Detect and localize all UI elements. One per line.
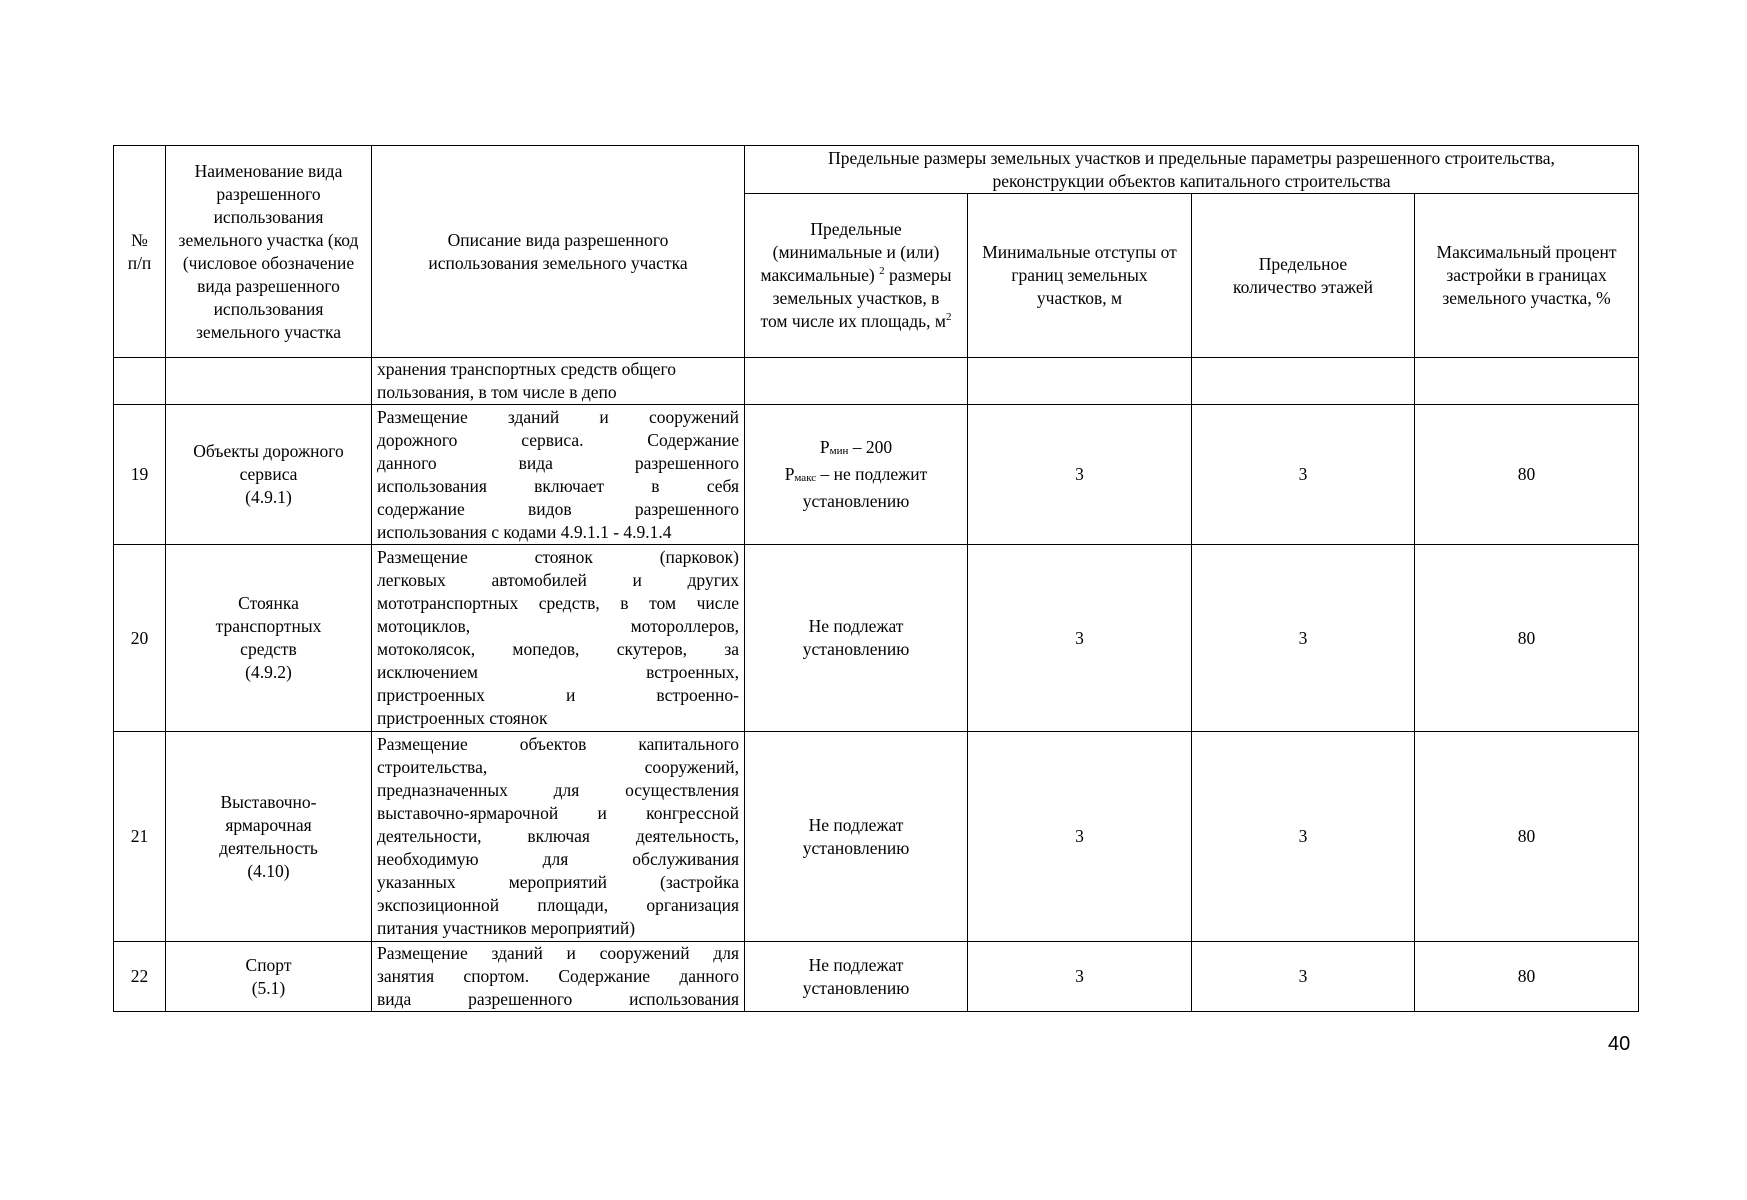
row-size <box>745 405 968 545</box>
header-name-cell: Наименование вида разрешенного использования земельного участка (код (числовое обозначение вида разрешенного использования земельного участка <box>166 146 372 358</box>
size-max: $P_{макс}$ – не подлежит установлению <box>784 464 928 511</box>
desc-line: мототранспортных средств, в том числе <box>377 593 739 613</box>
desc-line: использования с кодами 4.9.1.1 - 4.9.1.4 <box>377 521 672 542</box>
row-floors: 3 <box>1192 405 1415 545</box>
row-code: (5.1) <box>251 977 286 998</box>
row-setback: 3 <box>968 942 1192 1012</box>
desc-line: исключением встроенных, <box>377 662 739 682</box>
row-num: 20 <box>114 545 166 732</box>
desc-line: мотоколясок, мопедов, скутеров, за <box>377 639 739 659</box>
row-num: 22 <box>114 942 166 1012</box>
land-use-table <box>113 145 1639 1012</box>
desc-line: пользования, в том числе в депо <box>377 382 617 402</box>
row-coverage: 80 <box>1415 942 1639 1012</box>
header-num-cell: № п/п <box>114 146 166 358</box>
row-coverage: 80 <box>1415 405 1639 545</box>
footnote-ref: 2 <box>879 265 885 277</box>
desc-line: легковых автомобилей и других <box>377 570 739 590</box>
table-row <box>114 942 1639 1012</box>
row-description <box>372 358 745 405</box>
desc-line: указанных мероприятий (застройка <box>377 872 739 892</box>
desc-line: занятия спортом. Содержание данного <box>377 966 739 986</box>
row-floors <box>1192 358 1415 405</box>
desc-line: мотоциклов, мотороллеров, <box>377 616 739 636</box>
row-floors: 3 <box>1192 732 1415 942</box>
header-size-text-b: размеры земельных участков, в том числе их площадь, м <box>760 265 952 331</box>
row-coverage: 80 <box>1415 545 1639 732</box>
header-params-group-cell: Предельные размеры земельных участков и предельные параметры разрешенного строительства, реконструкции объектов капитального строительства <box>745 146 1639 194</box>
row-name-text: Выставочно-ярмарочная деятельность <box>219 791 318 858</box>
desc-line: строительства, сооружений, <box>377 757 739 777</box>
row-floors: 3 <box>1192 942 1415 1012</box>
header-size-text-a: Предельные (минимальные и (или) максимальные) <box>760 219 940 285</box>
desc-line: Размещение зданий и сооружений для <box>377 943 739 963</box>
desc-line: данного вида разрешенного <box>377 452 739 473</box>
table-row <box>114 405 1639 545</box>
row-name <box>166 358 372 405</box>
header-floors-cell: Предельное количество этажей <box>1192 194 1415 358</box>
desc-line: выставочно-ярмарочной и конгрессной <box>377 803 739 823</box>
desc-line: содержание видов разрешенного <box>377 498 739 519</box>
page-number: 40 <box>1608 1033 1631 1055</box>
header-desc-cell: Описание вида разрешенного использования земельного участка <box>372 146 745 358</box>
row-size: Не подлежат установлению <box>745 942 968 1012</box>
row-size <box>745 358 968 405</box>
row-name <box>166 405 372 545</box>
row-setback: 3 <box>968 405 1192 545</box>
row-num: 21 <box>114 732 166 942</box>
desc-line: дорожного сервиса. Содержание <box>377 429 739 450</box>
desc-line: Размещение зданий и сооружений <box>377 406 739 427</box>
row-setback: 3 <box>968 732 1192 942</box>
row-coverage: 80 <box>1415 732 1639 942</box>
row-code: (4.9.1) <box>245 487 292 507</box>
header-size-cell <box>745 194 968 358</box>
row-code: (4.10) <box>247 860 290 881</box>
row-num: 19 <box>114 405 166 545</box>
header-setback-cell: Минимальные отступы от границ земельных участков, м <box>968 194 1192 358</box>
row-name <box>166 732 372 942</box>
desc-line: использования включает в себя <box>377 475 739 496</box>
desc-line: вида разрешенного использования <box>377 989 739 1009</box>
row-name-text: Объекты дорожного сервиса <box>193 441 344 484</box>
row-description <box>372 942 745 1012</box>
row-name <box>166 545 372 732</box>
row-floors: 3 <box>1192 545 1415 732</box>
header-coverage-cell: Максимальный процент застройки в границах земельного участка, % <box>1415 194 1639 358</box>
row-size: Не подлежат установлению <box>745 732 968 942</box>
row-name-text: Спорт <box>245 954 292 975</box>
desc-line: экспозиционной площади, организация <box>377 895 739 915</box>
unit-square-sup: 2 <box>945 311 952 323</box>
row-name-text: Стоянка транспортных средств <box>215 593 322 659</box>
desc-line: хранения транспортных средств общего <box>377 359 676 379</box>
row-coverage <box>1415 358 1639 405</box>
row-name <box>166 942 372 1012</box>
row-setback <box>968 358 1192 405</box>
row-size: Не подлежат установлению <box>745 545 968 732</box>
desc-line: Размещение стоянок (парковок) <box>377 547 739 567</box>
size-min: $P_{мин} - 200$ <box>819 437 893 457</box>
desc-line: питания участников мероприятий) <box>377 918 636 938</box>
table-row <box>114 545 1639 732</box>
row-description <box>372 405 745 545</box>
desc-line: пристроенных и встроенно- <box>377 685 739 705</box>
row-num <box>114 358 166 405</box>
row-setback: 3 <box>968 545 1192 732</box>
header-row-1 <box>114 146 1639 194</box>
table-row <box>114 732 1639 942</box>
desc-line: предназначенных для осуществления <box>377 780 739 800</box>
desc-line: Размещение объектов капитального <box>377 734 739 754</box>
desc-line: необходимую для обслуживания <box>377 849 739 869</box>
row-code: (4.9.2) <box>245 662 292 682</box>
desc-line: деятельности, включая деятельность, <box>377 826 739 846</box>
table-row <box>114 358 1639 405</box>
desc-line: пристроенных стоянок <box>377 708 548 728</box>
row-description <box>372 545 745 732</box>
row-description <box>372 732 745 942</box>
